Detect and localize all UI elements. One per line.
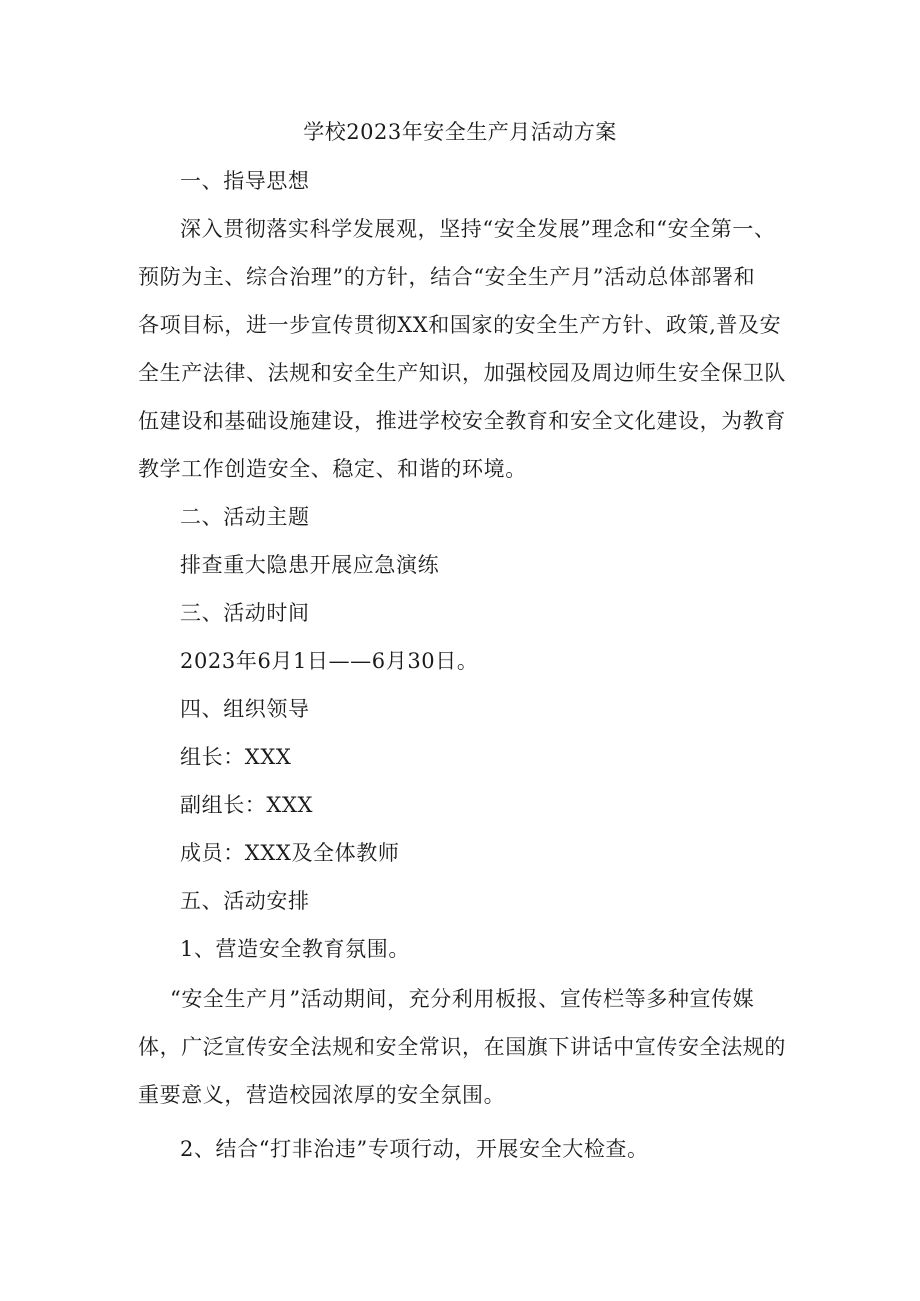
paragraph-line: 教学工作创造安全、稳定、和谐的环境。 (138, 457, 527, 481)
deputy-leader-text: 副组长：XXX (180, 793, 314, 817)
section-heading-arrangements: 五、活动安排 (180, 889, 310, 913)
members-text: 成员：XXX及全体教师 (180, 841, 400, 865)
time-text: 2023年6月1日——6月30日。 (180, 649, 479, 673)
section-heading-leadership: 四、组织领导 (180, 697, 310, 721)
item-heading-2: 2、结合“打非治违”专项行动，开展安全大检查。 (180, 1137, 649, 1161)
paragraph-line: 伍建设和基础设施建设，推进学校安全教育和安全文化建设，为教育 (138, 409, 786, 433)
section-heading-time: 三、活动时间 (180, 601, 310, 625)
paragraph-line: “安全生产月”活动期间，充分利用板报、宣传栏等多种宣传媒 (170, 987, 755, 1011)
paragraph-line: 体，广泛宣传安全法规和安全常识，在国旗下讲话中宣传安全法规的 (138, 1035, 786, 1059)
paragraph-line: 重要意义，营造校园浓厚的安全氛围。 (138, 1083, 506, 1107)
paragraph-line: 预防为主、综合治理”的方针，结合“安全生产月”活动总体部署和 (138, 265, 756, 289)
leader-text: 组长：XXX (180, 745, 292, 769)
document-title: 学校2023年安全生产月活动方案 (303, 120, 617, 144)
section-heading-guiding-ideology: 一、指导思想 (180, 169, 310, 193)
item-heading-1: 1、营造安全教育氛围。 (180, 937, 410, 961)
theme-text: 排查重大隐患开展应急演练 (180, 553, 440, 577)
section-heading-theme: 二、活动主题 (180, 505, 310, 529)
paragraph-line: 各项目标，进一步宣传贯彻XX和国家的安全生产方针、政策,普及安 (138, 313, 782, 337)
paragraph-line: 深入贯彻落实科学发展观，坚持“安全发展”理念和“安全第一、 (180, 217, 776, 241)
paragraph-line: 全生产法律、法规和安全生产知识，加强校园及周边师生安全保卫队 (138, 361, 786, 385)
